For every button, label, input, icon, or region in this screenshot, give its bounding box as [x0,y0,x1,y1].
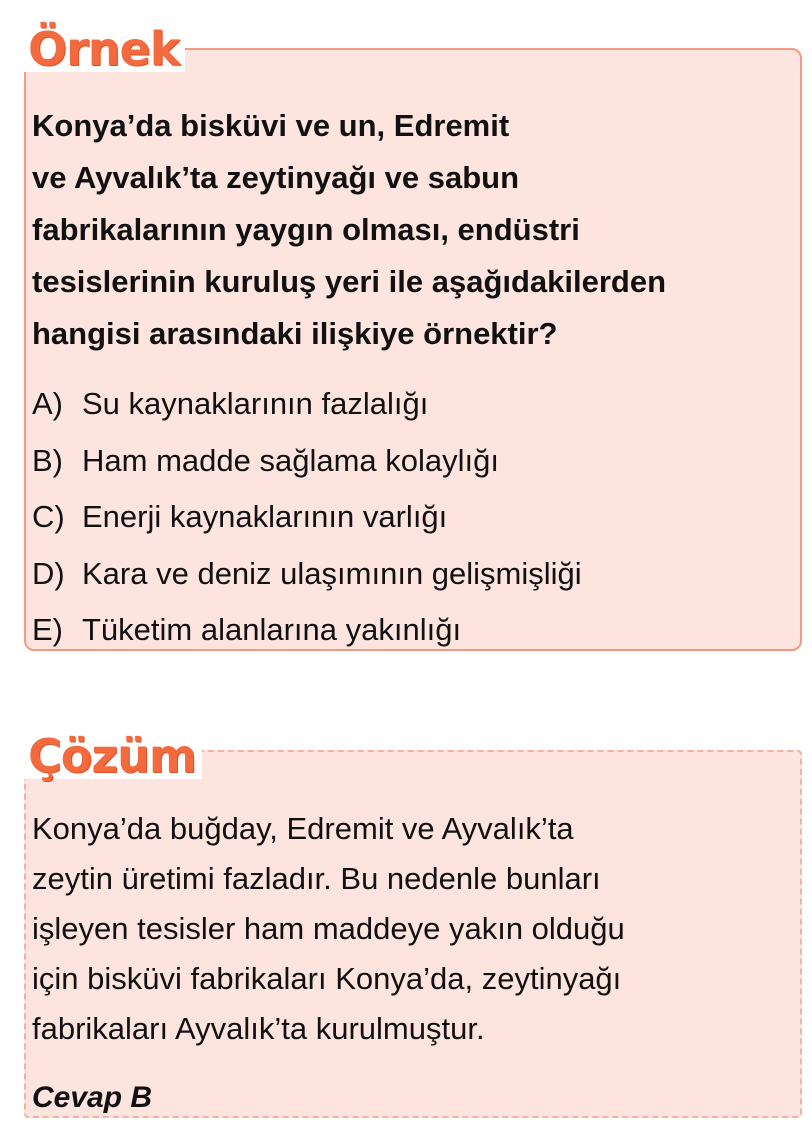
option-letter: A) [32,386,63,421]
solution-line: için bisküvi fabrikaları Konya’da, zeytinyağı [32,961,622,996]
question-line: fabrikalarının yaygın olması, endüstri [32,212,580,247]
option-text: Kara ve deniz ulaşımının gelişmişliği [82,555,582,591]
option-letter: B) [32,442,63,478]
answer-label: Cevap B [32,1081,153,1114]
option-b[interactable] [32,433,792,490]
option-e[interactable] [32,602,792,659]
question-line: tesislerinin kuruluş yeri ile aşağıdakilerden [32,264,667,299]
option-a[interactable] [32,376,792,433]
option-text: Tüketim alanlarına yakınlığı [82,612,462,647]
solution-line: işleyen tesisler ham maddeye yakın olduğu [32,911,625,946]
option-text: Enerji kaynaklarının varlığı [82,499,448,534]
answer-options [32,376,792,659]
option-c[interactable] [32,489,792,546]
solution-line: fabrikaları Ayvalık’ta kurulmuştur. [32,1011,485,1046]
option-letter: D) [32,555,65,591]
option-letter: C) [32,499,65,534]
question-text [32,100,792,360]
option-d[interactable] [32,546,792,603]
solution-heading: Çözüm [24,733,202,779]
question-line: Konya’da bisküvi ve un, Edremit [32,108,510,143]
solution-line: Konya’da buğday, Edremit ve Ayvalık’ta [32,811,574,846]
solution-line: zeytin üretimi fazladır. Bu nedenle bunları [32,861,601,896]
solution-text [32,804,792,1054]
question-line: hangisi arasındaki ilişkiye örnektir? [32,316,558,351]
example-heading: Örnek [24,26,185,72]
option-text: Ham madde sağlama kolaylığı [82,442,499,478]
question-line: ve Ayvalık’ta zeytinyağı ve sabun [32,160,520,195]
option-letter: E) [32,612,63,647]
option-text: Su kaynaklarının fazlalığı [82,386,429,421]
